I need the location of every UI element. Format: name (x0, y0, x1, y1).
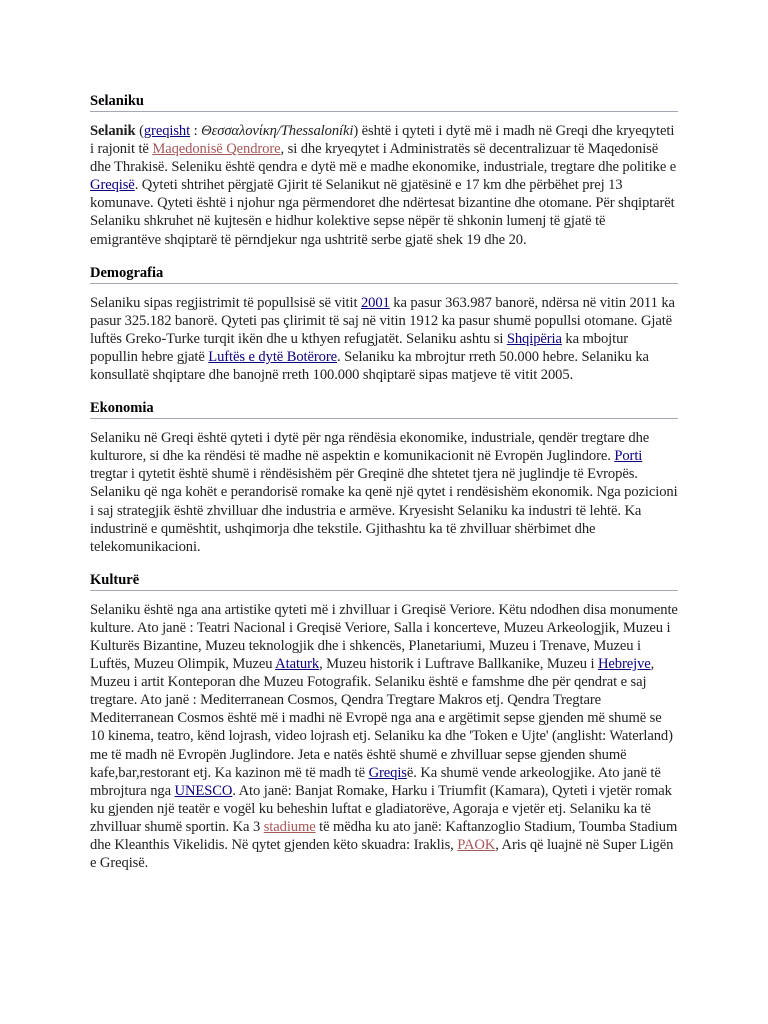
link-greece[interactable]: Greqisë (90, 177, 135, 194)
link-greece-casino[interactable]: Greqis (368, 764, 407, 781)
section-kulture (90, 571, 678, 872)
link-greek-language[interactable]: greqisht (143, 123, 191, 139)
link-central-macedonia[interactable]: Maqedonisë Qendrore (152, 141, 281, 158)
section-demografia (90, 264, 678, 384)
link-albania[interactable]: Shqipëria (506, 330, 562, 347)
link-2001[interactable]: 2001 (360, 294, 390, 311)
text-span: : (190, 123, 202, 139)
link-hebrews[interactable]: Hebrejve (597, 656, 651, 673)
text-span: Selaniku sipas regjistrimit të popullsisë së vitit (90, 294, 361, 311)
text-span: ) është i qyteti i dytë më i madh në Greqi dhe kryeqyteti i rajonit të (90, 123, 675, 158)
text-span: , si dhe kryeqytet i Administratës së decentralizuar të Maqedonisë dhe Thrakisë. Seleniku është qendra e dytë më e madhe ekonomike, industriale, tregtare dhe politike e (90, 141, 677, 176)
text-span: ka pasur 363.987 banorë, ndërsa në vitin 2011 ka pasur 325.182 banorë. Qyteti pas çlirimit të saj në vitin 1912 ka pasur shumë popullsi otomane. Gjatë luftës Greko-Turke turqit ikën dhe u kthyen refugjatët. Selaniku ashtu si (90, 294, 675, 347)
text-span: , Aris që luajnë në Super Ligën e Greqisë. (90, 837, 674, 872)
text-span: ka mbojtur popullin hebre gjatë (90, 330, 629, 365)
section-intro (90, 92, 678, 249)
text-span: ( (135, 123, 144, 139)
text-span: . Ato janë: Banjat Romake, Harku i Triumfit (Kamara), Qyteti i vjetër romak ku gjenden një teatër e vogël ku beheshin luftat e gladiatorëve, Agoraja e vjetër etj. Selaniku ka të zhvilluar shumë sportin. Ka 3 (90, 782, 672, 835)
demografia-paragraph (90, 294, 678, 384)
text-span: . Qyteti shtrihet përgjatë Gjirit të Selanikut në gjatësinë e 17 km dhe përbëhet prej 13 komunave. Qyteti është i njohur nga përmendoret dhe ndërtesat bizantine dhe otomane. Për shqiptarët Selaniku shkruhet në kujtesën e hidhur kolektive sepse nëpër të shkonin lumenj të gjatë të emigrantëve shqiptarë të përndjekur nga ushtritë serbe gjatë shek 19 dhe 20. (90, 177, 675, 248)
text-span: ë. Ka shumë vende arkeologjike. Ato janë të mbrojtura nga (90, 764, 661, 799)
text-span: , Muzeu i artit Konteporan dhe Muzeu Fotografik. Selaniku është e famshme dhe për qendrat e saj tregtare. Ato janë : Mediterranean Cosmos, Qendra Tregtare Makros etj. Qendra Tregtare Mediterranean Cosmos është më i madhi në Evropë nga ana e argëtimit sepse gjenden më shumë se 10 kinema, teatro, kënd lojrash, video lojrash etj. Selaniku ka dhe 'Token e Ujte' (anglisht: Waterland) me të madh në Evropën Juglindore. Jeta e natës është shumë e zhvilluar sepse gjenden shumë kafe,bar,restorant etj. Ka kazinon më të madh të (90, 656, 673, 781)
section-ekonomia (90, 399, 678, 556)
link-unesco[interactable]: UNESCO (174, 782, 233, 799)
text-span: , Muzeu historik i Luftrave Ballkanike, Muzeu i (319, 656, 598, 673)
text-span: Selaniku është nga ana artistike qyteti më i zhvilluar i Greqisë Veriore. Këtu ndodhen disa monumente kulture. Ato janë : Teatri Nacional i Greqisë Veriore, Salla i koncerteve, Muzeu Arkeologjik, Muzeu i Kulturës Bizantine, Muzeu teknologjik dhe i shkencës, Planetariumi, Muzeu i Trenave, Muzeu i Luftës, Muzeu Olimpik, Muzeu (90, 601, 678, 673)
text-span: të mëdha ku ato janë: Kaftanzoglio Stadium, Toumba Stadium dhe Kleanthis Vikelidis. Në qytet gjenden këto skuadra: Iraklis, (90, 818, 678, 853)
text-span: Selaniku në Greqi është qyteti i dytë për nga rëndësia ekonomike, industriale, qendër tregtare dhe kulturore, si dhe ka rëndësi të madhe në aspektin e komunikacionit në Evropën Juglindore. (90, 430, 650, 465)
greek-name: Θεσσαλονίκη/Thessaloníki (201, 123, 354, 139)
link-world-war-2[interactable]: Luftës e dytë Botërore (208, 348, 337, 365)
link-stadiums[interactable]: stadiume (263, 818, 316, 835)
text-span: tregtar i qytetit është shumë i rëndësishëm për Greqinë dhe shtetet tjera në juglindje të Evropës. Selaniku që nga kohët e perandorisë romake ka qenë një qytet i rendësishëm ekonomik. Nga pozicioni i saj strategjik është zhvilluar dhe industria e armëve. Kryesisht Selaniku ka industri të lehtë. Ka industrinë e qumështit, ushqimorja dhe tekstile. Gjithashtu ka të zhvilluar shërbimet dhe telekomunikacioni. (90, 466, 678, 555)
article-term: Selanik (90, 123, 136, 139)
link-port[interactable]: Porti (614, 448, 643, 465)
section-heading-kulture: Kulturë (90, 571, 678, 591)
link-paok[interactable]: PAOK (457, 837, 496, 853)
ekonomia-paragraph (90, 429, 678, 556)
intro-paragraph (90, 122, 678, 249)
link-ataturk[interactable]: Ataturk (275, 656, 320, 673)
section-heading-demografia: Demografia (90, 264, 678, 284)
text-span: . Selaniku ka mbrojtur rreth 50.000 hebre. Selaniku ka konsullatë shqiptare dhe banojnë rreth 100.000 shqiptarë sipas matjeve të vitit 2005. (90, 348, 649, 384)
section-heading-selaniku: Selaniku (90, 92, 678, 112)
section-heading-ekonomia: Ekonomia (90, 399, 678, 419)
kulture-paragraph (90, 601, 678, 872)
article (90, 92, 678, 887)
